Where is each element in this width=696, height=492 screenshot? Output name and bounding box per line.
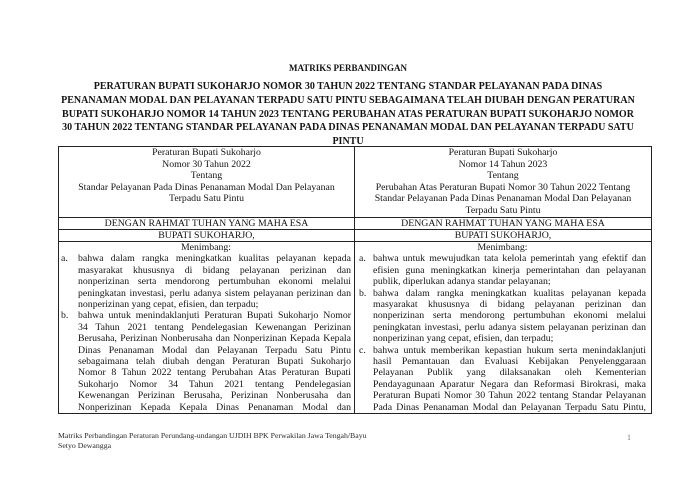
list-item-line: Nomor 8 Tahun 2022 tentang Perubahan Atas Peraturan Bupati [78, 367, 351, 379]
subtitle-line: 30 TAHUN 2022 TENTANG STANDAR PELAYANAN PADA DINAS PENANAMAN MODAL DAN PELAYANAN TERPADU SATU [62, 122, 634, 134]
right-official: BUPATI SUKOHARJO, [454, 230, 552, 241]
footer-line: Setyo Dewangga [58, 441, 112, 450]
list-item-line: efisien guna meningkatkan kinerja pemerintahan dan pelayanan [373, 264, 646, 276]
comparison-table [58, 146, 652, 414]
list-item-line: peningkatan investasi, perlu adanya sistem pelayanan perizinan dan [78, 287, 351, 299]
list-item-line: Kewenangan Perizinan Berusaha, Perizinan Nonberusaha dan [78, 390, 351, 402]
page-footer [58, 431, 367, 451]
list-item-line: nonperizinan yang cepat, efisien, dan terpadu; [78, 299, 259, 311]
considering-row [59, 241, 651, 413]
list-item-line: nonperizinan yang cepat, efisien, dan terpadu; [373, 333, 554, 345]
page-number: 1 [627, 433, 631, 442]
list-item [359, 288, 646, 345]
right-header-line: Nomor 14 Tahun 2023 [458, 158, 548, 170]
list-item-line: Dinas Penanaman Modal dan Pelayanan Terpadu Satu Pintu [78, 344, 351, 356]
document-subtitle [0, 80, 696, 149]
list-item-text [373, 345, 646, 413]
right-considering-label: Menimbang: [477, 242, 528, 253]
right-header-cell [355, 147, 651, 217]
right-header-line: Perubahan Atas Peraturan Bupati Nomor 30 Tahun 2022 Tentang [375, 181, 631, 193]
list-marker: b. [359, 287, 367, 299]
left-preamble: DENGAN RAHMAT TUHAN YANG MAHA ESA [59, 218, 355, 229]
list-item-line: Peraturan Bupati Nomor 30 Tahun 2022 tentang Standar Pelayanan [373, 390, 646, 402]
right-preamble: DENGAN RAHMAT TUHAN YANG MAHA ESA [401, 218, 605, 229]
list-item-line: bahwa untuk menindaklanjuti Peraturan Bupati Sukoharjo Nomor [78, 310, 351, 322]
right-header-line: Standar Pelayanan Pada Dinas Penanaman Modal Dan Pelayanan [374, 193, 632, 205]
left-header-line: Nomor 30 Tahun 2022 [162, 158, 251, 170]
left-considering-cell [59, 242, 355, 413]
list-marker: a. [61, 253, 68, 265]
official-row [59, 229, 651, 241]
list-item-line: Berusaha, Perizinan Nonberusaha dan Nonperizinan Kepada Kepala [78, 333, 351, 345]
list-item-text [78, 310, 351, 413]
preamble-row [59, 217, 651, 229]
list-item-line: bahwa dalam rangka meningkatkan kualitas pelayanan kepada [373, 287, 646, 299]
list-item-line: Pada Dinas Penanaman Modal dan Pelayanan Terpadu Satu Pintu, [373, 401, 646, 413]
left-header-line: Peraturan Bupati Sukoharjo [152, 147, 261, 158]
list-item-line: publik, diperlukan adanya standar pelayanan; [373, 276, 551, 288]
list-item-text [78, 253, 351, 310]
right-header-line: Terpadu Satu Pintu [465, 204, 541, 216]
footer-line: Matriks Perbandingan Peraturan Perundang-undangan UJDIH BPK Perwakilan Jawa Tengah/Bayu [58, 431, 367, 440]
left-official: BUPATI SUKOHARJO, [59, 230, 355, 241]
right-header-line: Peraturan Bupati Sukoharjo [448, 147, 558, 158]
table-header-row [59, 147, 651, 217]
subtitle-line: BUPATI SUKOHARJO NOMOR 14 TAHUN 2023 TENTANG PERUBAHAN ATAS PERATURAN BUPATI SUKOHARJO NOMOR [62, 108, 634, 120]
list-item-line: peningkatan investasi, perlu adanya sistem pelayanan perizinan dan [373, 321, 646, 333]
list-item [359, 253, 646, 287]
document-title: MATRIKS PERBANDINGAN [288, 63, 408, 73]
right-considering-cell [355, 242, 651, 413]
list-item-line: Pendayagunaan Aparatur Negara dan Reformasi Birokrasi, maka [373, 378, 646, 390]
right-header-line: Tentang [487, 170, 519, 182]
list-marker: b. [61, 310, 69, 322]
list-item-line: bahwa untuk mewujudkan tata kelola pemerintah yang efektif dan [373, 253, 646, 265]
subtitle-line: PERATURAN BUPATI SUKOHARJO NOMOR 30 TAHUN 2022 TENTANG STANDAR PELAYANAN PADA DINAS [93, 81, 603, 92]
list-item-line: hasil Pemantauan dan Evaluasi Kebijakan Penyelenggaraan [373, 356, 646, 368]
list-item-line: 34 Tahun 2021 tentang Pendelegasian Kewenangan Perizinan [78, 321, 351, 333]
left-considering-label: Menimbang: [180, 242, 232, 253]
list-item-line: bahwa untuk memberikan kepastian hukum serta menindaklanjuti [373, 344, 646, 356]
list-item-line: masyarakat khususnya di bidang pelayanan perizinan dan [373, 299, 646, 311]
list-marker: c. [359, 344, 366, 356]
list-item [61, 310, 351, 413]
list-item-line: Pelayanan Publik yang dilaksanakan oleh Kementerian [373, 367, 646, 379]
subtitle-line: PENANAMAN MODAL DAN PELAYANAN TERPADU SATU PINTU SEBAGAIMANA TELAH DIUBAH DENGAN PERATURAN [61, 94, 635, 106]
list-item-line: nonperizinan serta mendorong pertumbuhan ekonomi melalui [373, 310, 646, 322]
subtitle-line: PINTU [332, 136, 364, 148]
left-header-line: Tentang [190, 170, 223, 182]
list-item-text [373, 253, 646, 287]
list-item [359, 345, 646, 413]
list-item-line: Sukoharjo Nomor 34 Tahun 2021 tentang Pendelegasian [78, 378, 351, 390]
left-header-cell [59, 147, 355, 217]
list-marker: a. [359, 253, 366, 265]
list-item-line: bahwa dalam rangka meningkatkan kualitas pelayanan kepada [78, 253, 351, 265]
list-item-text [373, 288, 646, 345]
list-item-line: sebagaimana telah diubah dengan Peraturan Bupati Sukoharjo [78, 356, 351, 368]
list-item-line: Nonperizinan Kepada Kepala Dinas Penanaman Modal dan [78, 401, 351, 413]
list-item-line: nonperizinan serta mendorong pertumbuhan ekonomi melalui [78, 276, 351, 288]
list-item [61, 253, 351, 310]
list-item-line: masyarakat khususnya di bidang pelayanan perizinan dan [78, 264, 351, 276]
left-header-line: Standar Pelayanan Pada Dinas Penanaman Modal Dan Pelayanan [78, 181, 335, 193]
left-header-line: Terpadu Satu Pintu [169, 193, 244, 205]
